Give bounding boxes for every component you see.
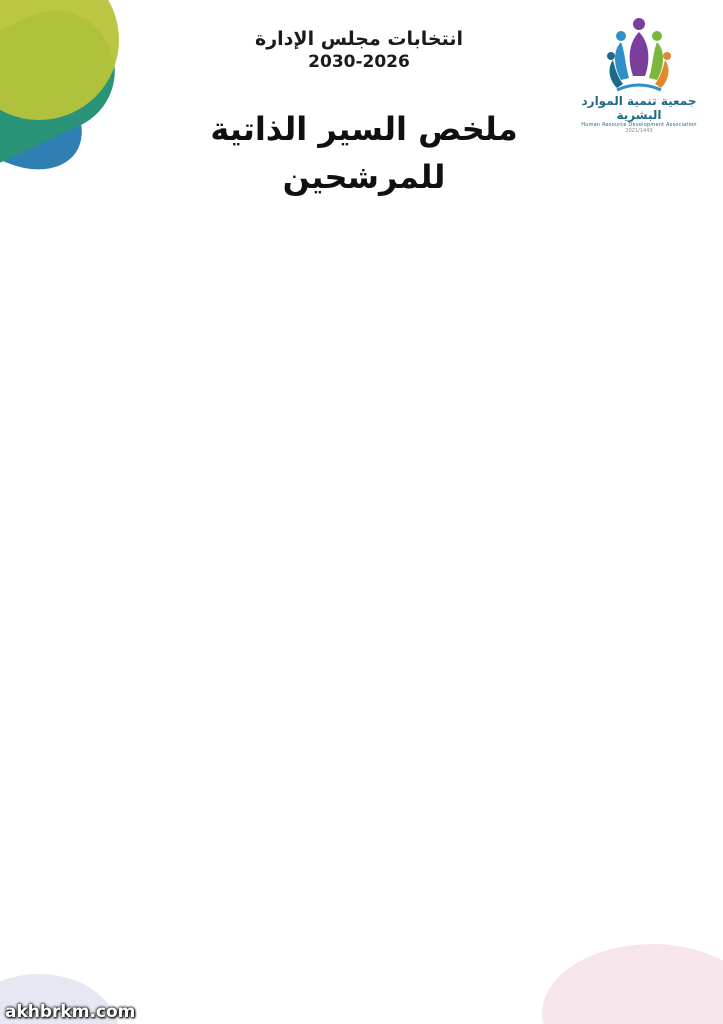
logo-name: جمعية تنمية الموارد البشرية xyxy=(582,94,698,122)
page-title-line2: للمرشحين xyxy=(283,158,447,196)
page-title-line1: ملخص السير الذاتية xyxy=(211,110,519,148)
logo-year: 2021/1443 xyxy=(626,128,654,134)
elections-title: انتخابات مجلس الإدارة xyxy=(256,28,464,50)
decor-shape-pink xyxy=(543,944,723,1024)
people-logo-icon xyxy=(600,14,680,94)
logo-name-en: Human Resource Development Association xyxy=(582,122,698,128)
association-logo xyxy=(570,14,710,149)
term-years: 2030-2026 xyxy=(309,52,411,72)
header xyxy=(180,28,540,72)
page-title xyxy=(200,105,530,201)
site-watermark: akhbrkm.com xyxy=(6,1002,137,1022)
